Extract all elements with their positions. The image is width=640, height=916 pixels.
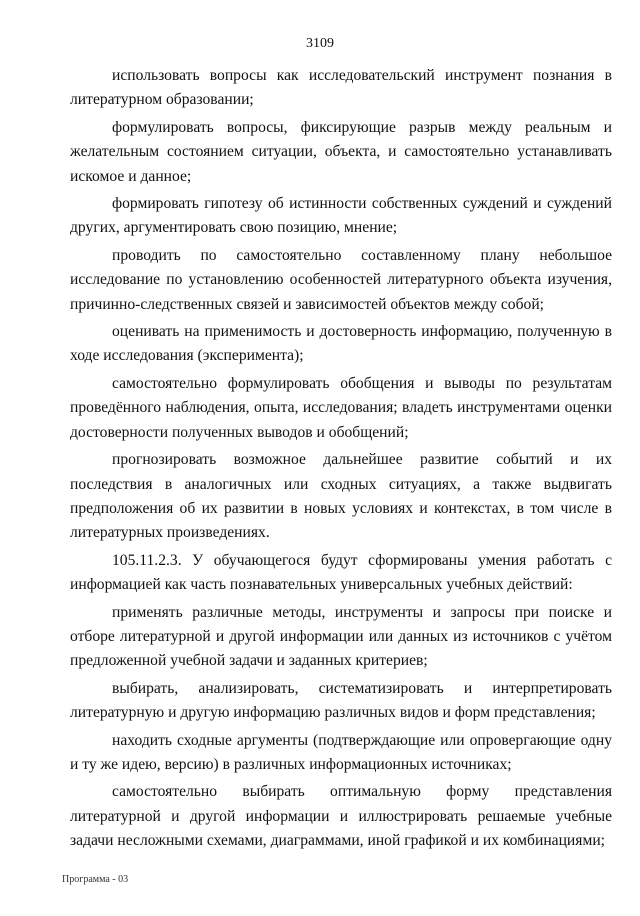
paragraph: прогнозировать возможное дальнейшее развитие событий и их последствия в аналогичных или сходных ситуациях, а также выдвигать предположения об их развитии в новых условиях и контекстах, в том числе в литературных произведениях.: [70, 451, 612, 542]
paragraph: находить сходные аргументы (подтверждающие или опровергающие одну и ту же идею, версию) в различных информационных источниках;: [70, 731, 612, 773]
body-text: [70, 64, 612, 857]
paragraph: применять различные методы, инструменты и запросы при поиске и отборе литературной и другой информации или данных из источников с учётом предложенной учебной задачи и заданных критериев;: [70, 603, 612, 670]
footer-label: Программа - 03: [62, 874, 129, 885]
paragraph: формулировать вопросы, фиксирующие разрыв между реальным и желательным состоянием ситуации, объекта, и самостоятельно устанавливать искомое и данное;: [70, 118, 612, 185]
paragraph: оценивать на применимость и достоверность информацию, полученную в ходе исследования (эксперимента);: [70, 323, 612, 365]
paragraph: проводить по самостоятельно составленному плану небольшое исследование по установлению особенностей литературного объекта изучения, причинно-следственных связей и зависимостей объектов между собой;: [70, 246, 612, 313]
paragraph: формировать гипотезу об истинности собственных суждений и суждений других, аргументировать свою позицию, мнение;: [70, 195, 612, 237]
paragraph: самостоятельно выбирать оптимальную форму представления литературной и другой информации и иллюстрировать решаемые учебные задачи несложными схемами, диаграммами, иной графикой и их комбинациями;: [70, 783, 612, 850]
paragraph: использовать вопросы как исследовательский инструмент познания в литературном образовании;: [70, 67, 612, 109]
paragraph: самостоятельно формулировать обобщения и выводы по результатам проведённого наблюдения, опыта, исследования; владеть инструментами оценки достоверности полученных выводов и обобщений;: [70, 374, 612, 441]
page-number: 3109: [306, 36, 334, 51]
paragraph: 105.11.2.3. У обучающегося будут сформированы умения работать с информацией как часть познавательных универсальных учебных действий:: [70, 551, 612, 594]
paragraph: выбирать, анализировать, систематизировать и интерпретировать литературную и другую информацию различных видов и форм представления;: [70, 679, 612, 722]
